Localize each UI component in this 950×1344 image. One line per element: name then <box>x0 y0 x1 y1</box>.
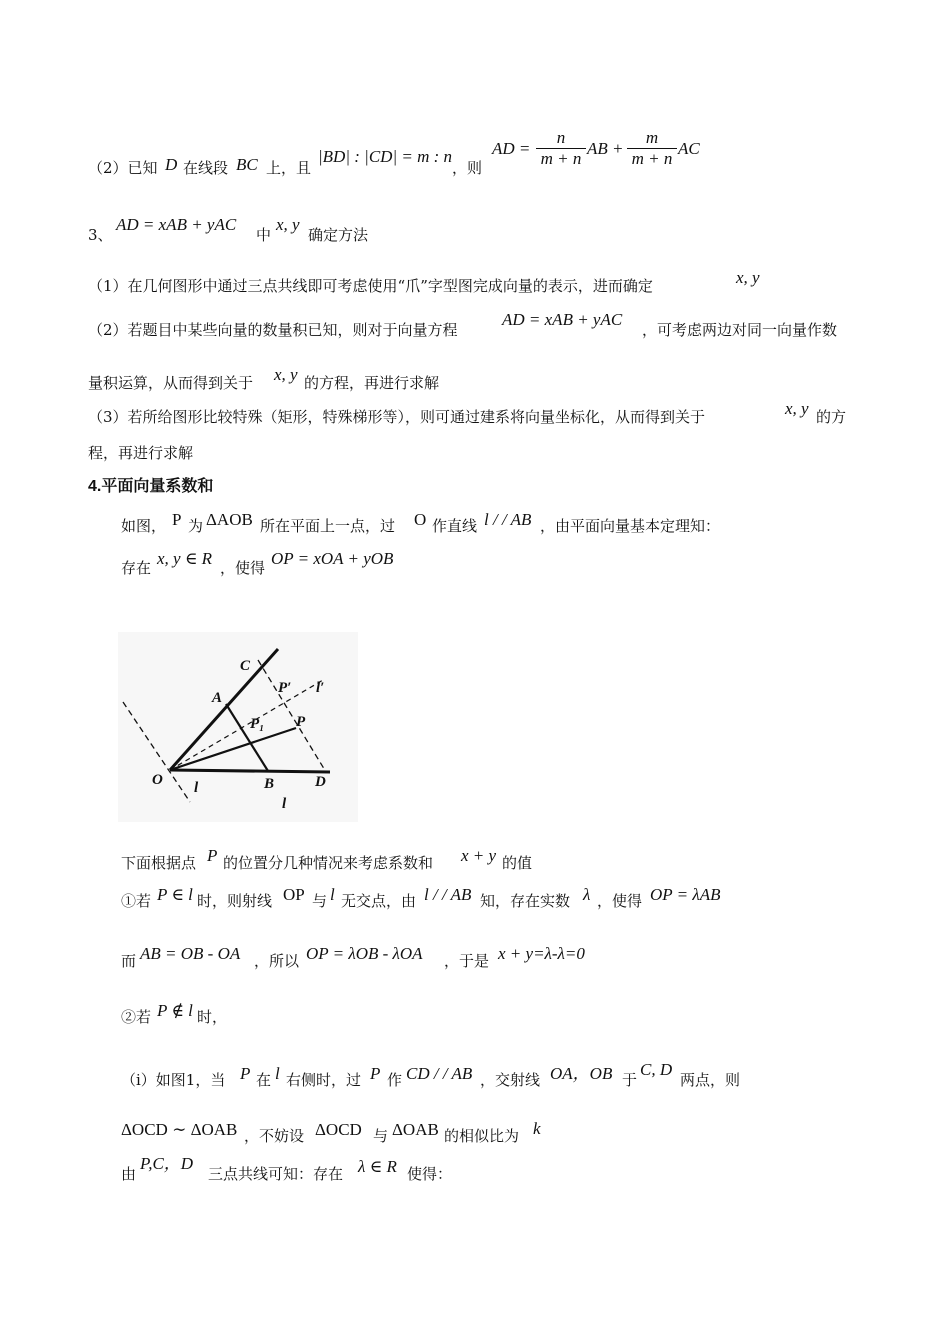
c5c: 与 <box>373 1127 389 1145</box>
s2-frac-n-den: m + n <box>536 148 586 169</box>
label-D: D <box>315 774 326 790</box>
label-O: O <box>152 772 163 788</box>
c5-sim: ΔOCD ∼ ΔOAB <box>121 1120 238 1139</box>
s2-AB-plus: AB + <box>587 139 624 158</box>
label-P-prime: P′ <box>278 680 292 696</box>
c1b: 时，则射线 <box>197 892 273 910</box>
lower-intro-P: P <box>207 846 218 865</box>
s2-up-and: 上，且 <box>266 159 312 177</box>
c5d: 的相似比为 <box>444 1127 520 1145</box>
c4c: 右侧时，过 <box>286 1071 362 1089</box>
s4-tri: ΔAOB <box>206 510 253 529</box>
lower-intro-xy: x + y <box>461 846 497 865</box>
s2-frac-n-num: n <box>556 128 566 147</box>
figure-background <box>118 632 358 822</box>
p2-line2a: 量积运算，从而得到关于 <box>88 374 254 392</box>
s3-zhong: 中 <box>256 226 272 244</box>
ray-OD <box>170 770 330 772</box>
vector-figure <box>118 632 358 822</box>
s2-frac-n <box>536 128 586 169</box>
p2-formula: AD = xAB + yAC <box>502 310 623 329</box>
c1-lam: λ <box>583 885 591 904</box>
c5b: ，不妨设 <box>244 1127 305 1145</box>
c4b: 在 <box>256 1071 272 1089</box>
s4-l1e: ，由平面向量基本定理知： <box>540 517 721 535</box>
label-l-1: l <box>194 780 199 796</box>
lower-intro-c: 的值 <box>502 854 533 872</box>
c5-OAB: ΔOAB <box>392 1120 439 1139</box>
c5-k: k <box>533 1119 541 1138</box>
s2-frac-m-num: m <box>645 128 659 147</box>
p1-text: （1）在几何图形中通过三点共线即可考虑使用“爪”字型图完成向量的表示，进而确定 <box>88 277 653 295</box>
s4-heading: 4.平面向量系数和 <box>88 478 214 495</box>
c4-P3: P <box>370 1064 381 1083</box>
c4-P: P <box>240 1064 251 1083</box>
p3-xy: x, y <box>785 399 809 418</box>
c6b: 三点共线可知：存在 <box>208 1165 344 1183</box>
c1a: ①若 <box>121 892 152 910</box>
s4-l2b: ，使得 <box>220 559 266 577</box>
s4-l1a: 如图， <box>121 517 167 535</box>
c1-OP: OP <box>283 885 305 904</box>
c6a: 由 <box>121 1165 137 1183</box>
p2-xy: x, y <box>274 365 298 384</box>
c4-OAOB: OA，OB <box>550 1064 613 1083</box>
c4e: ，交射线 <box>480 1071 541 1089</box>
c4d: 作 <box>387 1071 403 1089</box>
c1f: ，使得 <box>597 892 643 910</box>
s4-l1b: 为 <box>188 517 204 535</box>
p1-xy: x, y <box>736 268 760 287</box>
s4-l1d: 作直线 <box>432 517 478 535</box>
c2a: 而 <box>121 952 137 970</box>
c1c: 与 <box>312 892 328 910</box>
s2-frac-m <box>627 128 677 169</box>
s2-D: D <box>165 155 178 174</box>
s2-frac-m-den: m + n <box>627 148 677 169</box>
p2-line2b: 的方程，再进行求解 <box>304 374 440 392</box>
s2-on-segment: 在线段 <box>183 159 229 177</box>
s4-P: P <box>172 510 182 529</box>
c3-Pnotl: P ∉ l <box>157 1001 193 1020</box>
label-P1: P₁ <box>250 716 265 732</box>
s3-formula: AD = xAB + yAC <box>116 215 237 234</box>
s4-l1c: 所在平面上一点，过 <box>260 517 396 535</box>
c6-lamR: λ ∈ R <box>358 1157 397 1176</box>
p3-text: （3）若所给图形比较特殊（矩形，特殊梯形等），则可通过建系将向量坐标化，从而得到关于 <box>88 408 706 426</box>
lower-intro-a: 下面根据点 <box>121 854 197 872</box>
p3-line2: 程，再进行求解 <box>88 444 194 462</box>
p2-rest: ，可考虑两边对同一向量作数 <box>642 321 838 339</box>
s4-lAB: l / / AB <box>484 510 532 529</box>
c2b: ，所以 <box>254 952 300 970</box>
s3-xy: x, y <box>276 215 300 234</box>
s4-xyR: x, y ∈ R <box>157 549 213 568</box>
c4a: （i）如图1，当 <box>121 1071 226 1089</box>
s2-ratio: |BD| : |CD| = m : n <box>318 147 453 166</box>
c3b: 时， <box>197 1008 228 1026</box>
s4-op: OP = xOA + yOB <box>271 549 394 568</box>
s4-O: O <box>414 510 427 529</box>
lower-intro-b: 的位置分几种情况来考虑系数和 <box>223 854 434 872</box>
c2-OPeq: OP = λOB - λOA <box>306 944 423 963</box>
c1e: 知，存在实数 <box>480 892 571 910</box>
p3-rest: 的方 <box>816 408 847 426</box>
label-P: P <box>296 714 306 730</box>
label-l-2: l <box>282 796 287 812</box>
c5-OCD: ΔOCD <box>315 1120 362 1139</box>
c2c: ，于是 <box>444 952 490 970</box>
label-B: B <box>264 776 275 792</box>
c6c: 使得： <box>407 1165 453 1183</box>
c4-CD: C, D <box>640 1060 673 1079</box>
c1d: 无交点，由 <box>341 892 417 910</box>
s2-AC: AC <box>678 139 700 158</box>
s3-num: 3、 <box>88 226 113 244</box>
label-A: A <box>212 690 223 706</box>
c4g: 两点，则 <box>680 1071 741 1089</box>
c1-Pinl: P ∈ l <box>157 885 193 904</box>
label-C: C <box>240 658 251 674</box>
c2-sum: x + y=λ-λ=0 <box>498 944 585 963</box>
c4-CDAB: CD / / AB <box>406 1064 473 1083</box>
s4-l2a: 存在 <box>121 559 152 577</box>
s3-method: 确定方法 <box>308 226 369 244</box>
c1-OPlAB: OP = λAB <box>650 885 721 904</box>
s2-BC: BC <box>236 155 258 174</box>
s2-prefix: （2）已知 <box>88 159 158 177</box>
c1-lAB: l / / AB <box>424 885 472 904</box>
label-l-prime: l′ <box>316 680 325 696</box>
c1-l: l <box>330 885 335 904</box>
c2-ABeq: AB = OB - OA <box>140 944 241 963</box>
s2-then: ，则 <box>452 159 483 177</box>
c4-l: l <box>275 1064 280 1083</box>
c4f: 于 <box>622 1071 638 1089</box>
c3a: ②若 <box>121 1008 152 1026</box>
c6-PCD: P,C，D <box>140 1154 194 1173</box>
s2-AD-eq: AD = <box>492 139 531 158</box>
p2-text: （2）若题目中某些向量的数量积已知，则对于向量方程 <box>88 321 458 339</box>
